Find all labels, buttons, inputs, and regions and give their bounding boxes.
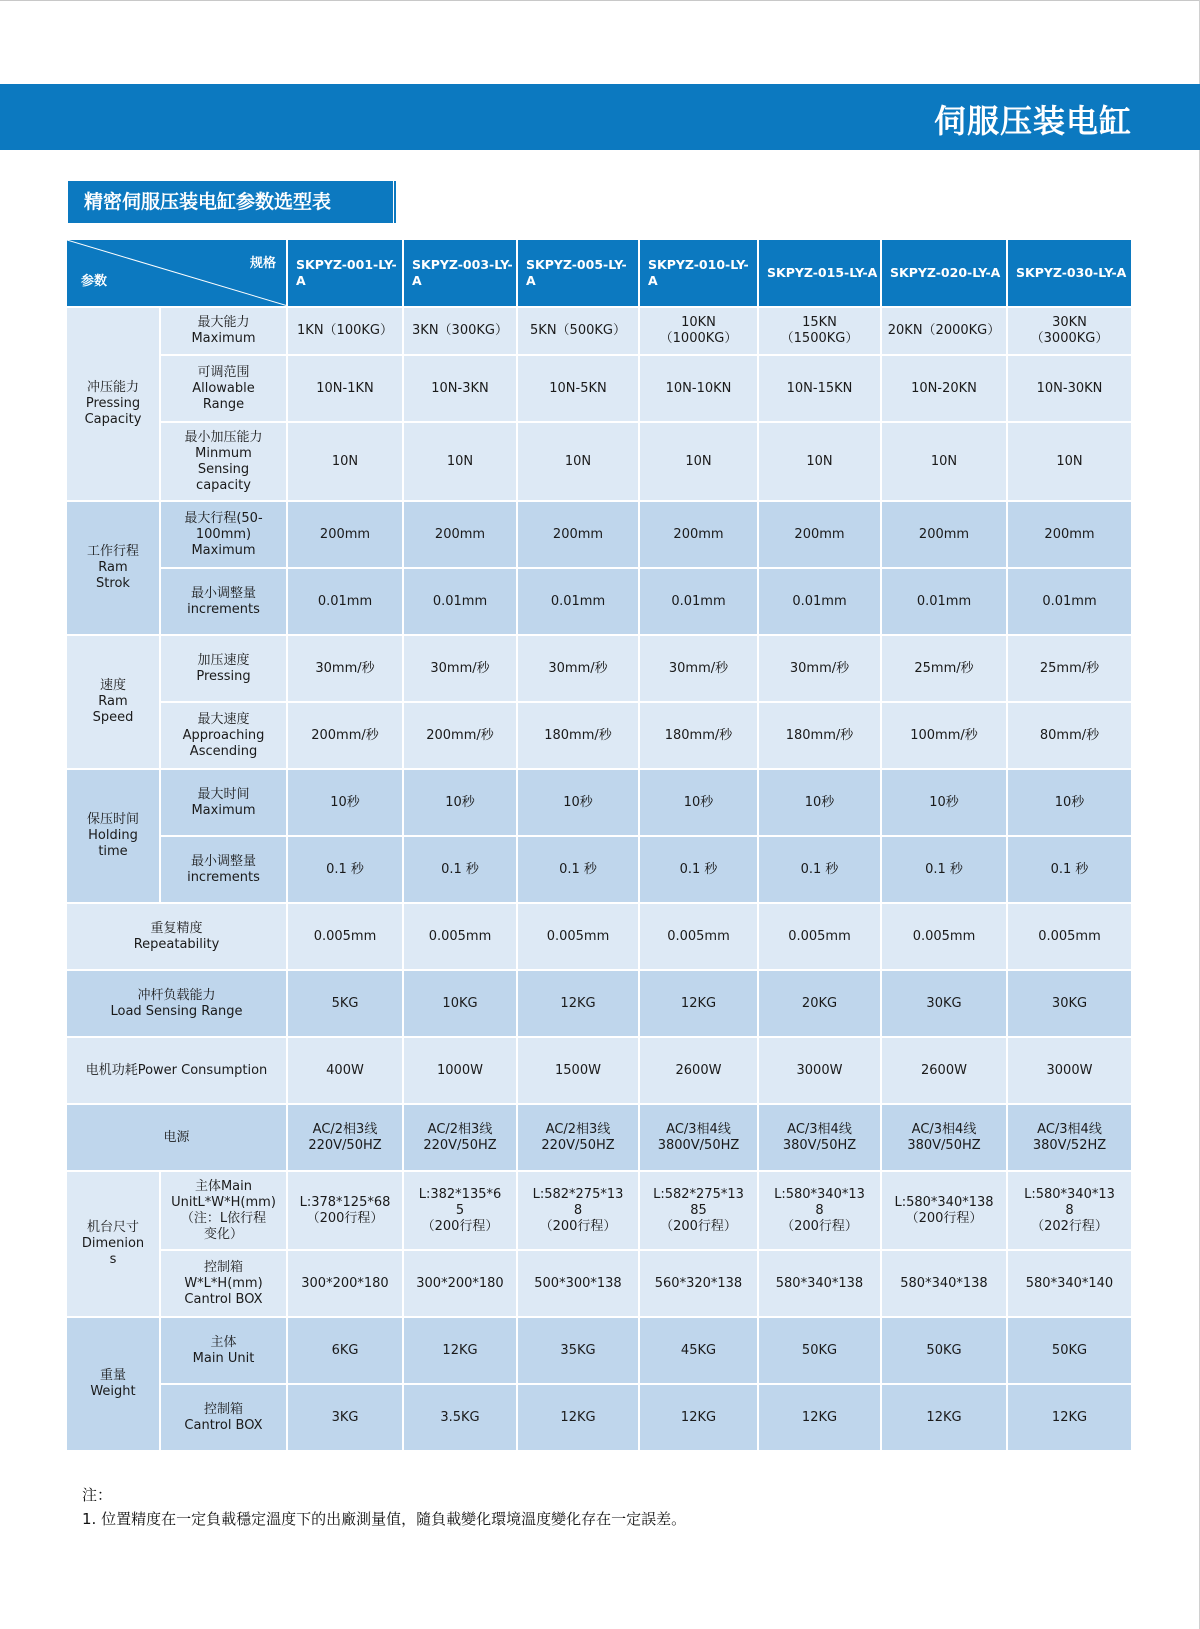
value-cell: 0.1 秒 (759, 837, 882, 904)
value-cell: 10N-15KN (759, 356, 882, 423)
value-cell: AC/3相4线 380V/52HZ (1008, 1105, 1133, 1172)
value-cell: AC/2相3线 220V/50HZ (518, 1105, 640, 1172)
value-cell: 25mm/秒 (882, 636, 1008, 703)
value-cell: 200mm/秒 (404, 703, 518, 770)
value-cell: 12KG (759, 1385, 882, 1452)
value-cell: 10N (518, 423, 640, 502)
param-label-cell: 冲杆负载能力 Load Sensing Range (67, 971, 288, 1038)
value-cell: 12KG (518, 1385, 640, 1452)
param-label-cell: 最大时间 Maximum (161, 770, 288, 837)
value-cell: L:382*135*6 5 （200行程） (404, 1172, 518, 1251)
value-cell: AC/3相4线 380V/50HZ (882, 1105, 1008, 1172)
value-cell: 50KG (1008, 1318, 1133, 1385)
table-row (67, 971, 1133, 1038)
value-cell: 0.01mm (1008, 569, 1133, 636)
value-cell: 30mm/秒 (640, 636, 759, 703)
value-cell: 0.1 秒 (288, 837, 404, 904)
value-cell: 12KG (640, 1385, 759, 1452)
value-cell: 0.005mm (518, 904, 640, 971)
value-cell: 1000W (404, 1038, 518, 1105)
model-header: SKPYZ-001-LY-A (288, 240, 404, 308)
value-cell: 12KG (640, 971, 759, 1038)
value-cell: 12KG (882, 1385, 1008, 1452)
section-title: 精密伺服压装电缸参数选型表 (68, 181, 393, 223)
value-cell: 3000W (1008, 1038, 1133, 1105)
value-cell: 5KN（500KG） (518, 308, 640, 356)
table-row (67, 356, 1133, 423)
table-row (67, 1038, 1133, 1105)
value-cell: 10秒 (759, 770, 882, 837)
value-cell: 10N-3KN (404, 356, 518, 423)
value-cell: 1KN（100KG） (288, 308, 404, 356)
param-label-cell: 主体 Main Unit (161, 1318, 288, 1385)
param-label-cell: 最大速度 Approaching Ascending (161, 703, 288, 770)
value-cell: 0.005mm (759, 904, 882, 971)
value-cell: 10N (882, 423, 1008, 502)
value-cell: 0.01mm (640, 569, 759, 636)
value-cell: 10N (404, 423, 518, 502)
value-cell: 10秒 (518, 770, 640, 837)
value-cell: 560*320*138 (640, 1251, 759, 1318)
value-cell: 12KG (518, 971, 640, 1038)
value-cell: 200mm (759, 502, 882, 569)
table-row (67, 1251, 1133, 1318)
param-label-cell: 最小加压能力 Minmum Sensing capacity (161, 423, 288, 502)
value-cell: 0.005mm (882, 904, 1008, 971)
spec-table (67, 240, 1133, 1452)
table-row (67, 636, 1133, 703)
group-label-weight: 重量 Weight (67, 1318, 161, 1452)
param-label-cell: 可调范围 Allowable Range (161, 356, 288, 423)
value-cell: 3KN（300KG） (404, 308, 518, 356)
value-cell: L:580*340*138 （200行程） (882, 1172, 1008, 1251)
group-label-speed: 速度 Ram Speed (67, 636, 161, 770)
value-cell: AC/2相3线 220V/50HZ (404, 1105, 518, 1172)
model-header: SKPYZ-005-LY-A (518, 240, 640, 308)
value-cell: 35KG (518, 1318, 640, 1385)
param-label-cell: 重复精度 Repeatability (67, 904, 288, 971)
table-row (67, 569, 1133, 636)
value-cell: 25mm/秒 (1008, 636, 1133, 703)
value-cell: 2600W (882, 1038, 1008, 1105)
value-cell: 45KG (640, 1318, 759, 1385)
value-cell: 180mm/秒 (518, 703, 640, 770)
value-cell: L:580*340*13 8 （200行程） (759, 1172, 882, 1251)
value-cell: AC/2相3线 220V/50HZ (288, 1105, 404, 1172)
header-banner (0, 84, 1200, 150)
value-cell: 0.01mm (288, 569, 404, 636)
param-label-cell: 最大行程(50- 100mm) Maximum (161, 502, 288, 569)
value-cell: 30mm/秒 (288, 636, 404, 703)
model-header: SKPYZ-030-LY-A (1008, 240, 1133, 308)
value-cell: 10秒 (882, 770, 1008, 837)
table-row (67, 770, 1133, 837)
group-label-dimension: 机台尺寸 Dimenion s (67, 1172, 161, 1318)
value-cell: L:378*125*68 （200行程） (288, 1172, 404, 1251)
value-cell: 580*340*138 (759, 1251, 882, 1318)
table-row (67, 1105, 1133, 1172)
value-cell: 10N-1KN (288, 356, 404, 423)
value-cell: 200mm (640, 502, 759, 569)
value-cell: 30KN （3000KG） (1008, 308, 1133, 356)
value-cell: 10秒 (1008, 770, 1133, 837)
table-row (67, 423, 1133, 502)
model-header: SKPYZ-003-LY-A (404, 240, 518, 308)
value-cell: 300*200*180 (404, 1251, 518, 1318)
group-label-stroke: 工作行程 Ram Strok (67, 502, 161, 636)
value-cell: 6KG (288, 1318, 404, 1385)
value-cell: 12KG (1008, 1385, 1133, 1452)
table-row (67, 1172, 1133, 1251)
value-cell: 30mm/秒 (518, 636, 640, 703)
value-cell: 10秒 (288, 770, 404, 837)
value-cell: 200mm (288, 502, 404, 569)
header-corner-cell (67, 240, 288, 308)
value-cell: 0.01mm (882, 569, 1008, 636)
value-cell: 3.5KG (404, 1385, 518, 1452)
value-cell: 0.005mm (640, 904, 759, 971)
value-cell: 200mm (404, 502, 518, 569)
model-header: SKPYZ-020-LY-A (882, 240, 1008, 308)
value-cell: 2600W (640, 1038, 759, 1105)
value-cell: 10N-10KN (640, 356, 759, 423)
value-cell: 0.1 秒 (640, 837, 759, 904)
value-cell: 0.01mm (518, 569, 640, 636)
value-cell: 10N (640, 423, 759, 502)
value-cell: 0.01mm (404, 569, 518, 636)
value-cell: 0.1 秒 (404, 837, 518, 904)
group-label-holding: 保压时间 Holding time (67, 770, 161, 904)
model-header: SKPYZ-015-LY-A (759, 240, 882, 308)
value-cell: 10N-5KN (518, 356, 640, 423)
table-row (67, 308, 1133, 356)
param-label-cell: 最大能力 Maximum (161, 308, 288, 356)
value-cell: 300*200*180 (288, 1251, 404, 1318)
value-cell: 10秒 (404, 770, 518, 837)
param-label-cell: 控制箱 Cantrol BOX (161, 1385, 288, 1452)
group-label-pressing: 冲压能力 Pressing Capacity (67, 308, 161, 502)
value-cell: 30mm/秒 (404, 636, 518, 703)
value-cell: 30mm/秒 (759, 636, 882, 703)
value-cell: AC/3相4线 380V/50HZ (759, 1105, 882, 1172)
value-cell: 10秒 (640, 770, 759, 837)
value-cell: 180mm/秒 (759, 703, 882, 770)
value-cell: 400W (288, 1038, 404, 1105)
value-cell: 580*340*138 (882, 1251, 1008, 1318)
value-cell: 10N (759, 423, 882, 502)
value-cell: 0.1 秒 (1008, 837, 1133, 904)
value-cell: 0.005mm (404, 904, 518, 971)
value-cell: 30KG (1008, 971, 1133, 1038)
diagonal-line (67, 240, 288, 306)
model-header: SKPYZ-010-LY-A (640, 240, 759, 308)
value-cell: 10KN （1000KG） (640, 308, 759, 356)
value-cell: 80mm/秒 (1008, 703, 1133, 770)
value-cell: 0.1 秒 (518, 837, 640, 904)
value-cell: 200mm (1008, 502, 1133, 569)
param-label-cell: 最小调整量 increments (161, 569, 288, 636)
value-cell: L:582*275*13 85 （200行程） (640, 1172, 759, 1251)
table-row (67, 1318, 1133, 1385)
table-row (67, 904, 1133, 971)
value-cell: 10N (288, 423, 404, 502)
footnote-text: 1. 位置精度在一定負載穩定溫度下的出廠測量值，隨負載變化環境溫度變化存在一定誤差。 (82, 1510, 687, 1528)
value-cell: 20KG (759, 971, 882, 1038)
param-label-cell: 最小调整量 increments (161, 837, 288, 904)
value-cell: 30KG (882, 971, 1008, 1038)
value-cell: 3000W (759, 1038, 882, 1105)
value-cell: 20KN（2000KG） (882, 308, 1008, 356)
param-label-cell: 加压速度 Pressing (161, 636, 288, 703)
value-cell: 12KG (404, 1318, 518, 1385)
value-cell: AC/3相4线 3800V/50HZ (640, 1105, 759, 1172)
spec-label: 规格 (249, 256, 276, 271)
top-border (0, 0, 1200, 1)
value-cell: 10N-20KN (882, 356, 1008, 423)
param-label-cell: 电源 (67, 1105, 288, 1172)
table-row (67, 502, 1133, 569)
value-cell: 0.005mm (1008, 904, 1133, 971)
value-cell: 10N (1008, 423, 1133, 502)
value-cell: 0.1 秒 (882, 837, 1008, 904)
value-cell: 0.01mm (759, 569, 882, 636)
table-row (67, 703, 1133, 770)
value-cell: 100mm/秒 (882, 703, 1008, 770)
footnote (82, 1483, 686, 1531)
value-cell: 200mm (518, 502, 640, 569)
param-label-cell: 电机功耗Power Consumption (67, 1038, 288, 1105)
banner-title: 伺服压装电缸 (933, 102, 1132, 140)
value-cell: 200mm/秒 (288, 703, 404, 770)
table-row (67, 1385, 1133, 1452)
value-cell: 10KG (404, 971, 518, 1038)
footnote-title: 注： (82, 1486, 113, 1504)
header-row (67, 240, 1133, 308)
value-cell: 500*300*138 (518, 1251, 640, 1318)
param-label: 参数 (81, 274, 108, 289)
value-cell: L:580*340*13 8 （202行程） (1008, 1172, 1133, 1251)
value-cell: 180mm/秒 (640, 703, 759, 770)
param-label-cell: 控制箱 W*L*H(mm) Cantrol BOX (161, 1251, 288, 1318)
param-label-cell: 主体Main UnitL*W*H(mm) （注：L依行程 变化） (161, 1172, 288, 1251)
value-cell: 5KG (288, 971, 404, 1038)
value-cell: 50KG (759, 1318, 882, 1385)
value-cell: 1500W (518, 1038, 640, 1105)
value-cell: 50KG (882, 1318, 1008, 1385)
value-cell: 580*340*140 (1008, 1251, 1133, 1318)
value-cell: L:582*275*13 8 （200行程） (518, 1172, 640, 1251)
value-cell: 15KN （1500KG） (759, 308, 882, 356)
table-row (67, 837, 1133, 904)
value-cell: 0.005mm (288, 904, 404, 971)
value-cell: 200mm (882, 502, 1008, 569)
value-cell: 3KG (288, 1385, 404, 1452)
value-cell: 10N-30KN (1008, 356, 1133, 423)
